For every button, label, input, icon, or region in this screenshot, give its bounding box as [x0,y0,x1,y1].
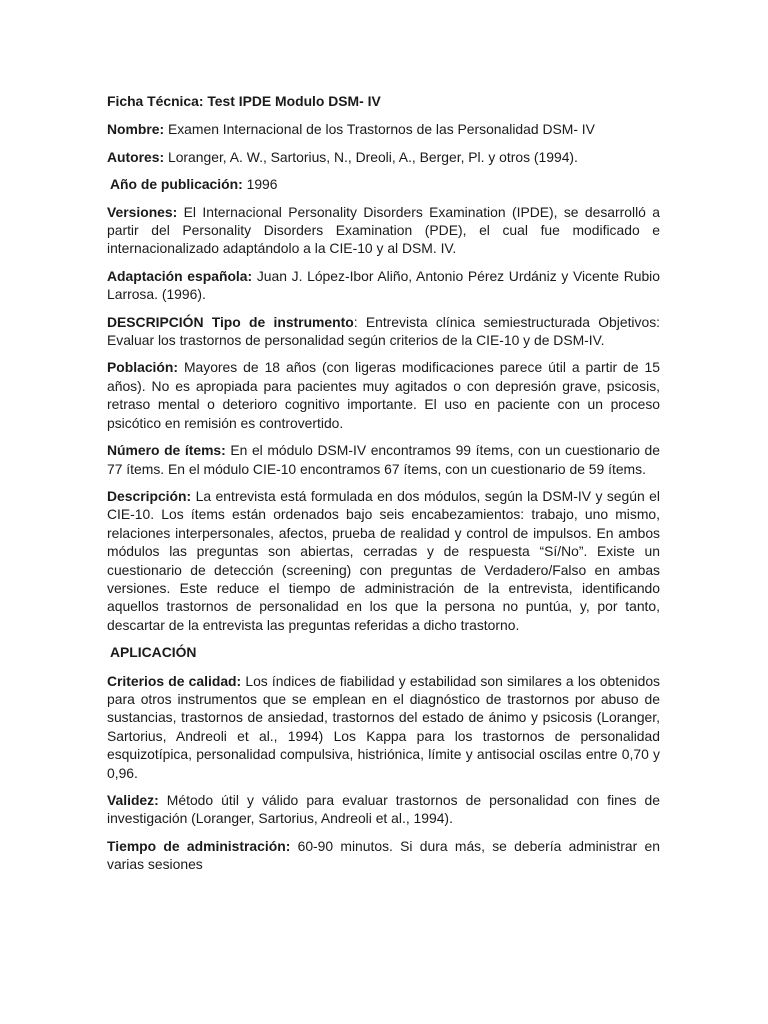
field-criterios [107,672,660,782]
field-adaptacion [107,267,660,304]
value-validez: Método útil y válido para evaluar trastornos de personalidad con fines de investigación (Loranger, Sartorius, Andreoli et al., 1994). [107,792,660,827]
label-poblacion: Población: [107,359,178,376]
field-versiones [107,203,660,258]
value-nombre: Examen Internacional de los Trastornos de las Personalidad DSM- IV [164,121,595,138]
label-autores: Autores: [107,148,165,165]
label-descripcion: Descripción: [107,487,192,504]
field-descripcion-tipo [107,313,660,350]
field-autores [107,148,660,166]
label-adaptacion: Adaptación española: [107,267,253,284]
value-versiones: El Internacional Personality Disorders Examination (IPDE), se desarrolló a partir del Personality Disorders Examination (PDE), el cual fue modificado e internacionalizado adaptándolo a la CIE-10 y al DSM. IV. [107,203,660,257]
value-autores: Loranger, A. W., Sartorius, N., Dreoli, A., Berger, Pl. y otros (1994). [164,148,578,165]
field-validez [107,791,660,828]
section-heading-aplicacion: APLICACIÓN [110,644,197,661]
value-descripcion: La entrevista está formulada en dos módulos, según la DSM-IV y según el CIE-10. Los ítems están ordenados bajo seis encabezamientos: trabajo, uno mismo, relaciones interpersonales, afectos, prueba de realidad y control de impulsos. En ambos módulos las preguntas son abiertas, cerradas y de respuesta “Sí/No”. Existe un cuestionario de detección (screening) con preguntas de Verdadero/Falso en ambas versiones. Este reduce el tiempo de administración de la entrevista, identificando aquellos trastornos de personalidad en los que la persona no puntúa, y, por tanto, descartar de la entrevista las preguntas referidas a dicho trastorno. [107,487,660,633]
value-tiempo: 60-90 minutos. Si dura más, se debería administrar en varias sesiones [107,837,660,873]
value-poblacion: Mayores de 18 años (con ligeras modificaciones parece útil a partir de 15 años). No es apropiada para pacientes muy agitados o con depresión grave, psicosis, retraso mental o deterioro cognitivo importante. El uso en paciente con un proceso psicótico en remisión es controvertido. [107,359,660,431]
document-title: Ficha Técnica: Test IPDE Modulo DSM- IV [107,93,381,109]
value-adaptacion: Juan J. López-Ibor Aliño, Antonio Pérez Urdániz y Vicente Rubio Larrosa. (1996). [107,267,660,303]
field-nombre [107,120,660,138]
label-versiones: Versiones: [107,203,178,220]
value-criterios: Los índices de fiabilidad y estabilidad son similares a los obtenidos para otros instrumentos que se emplean en el diagnóstico de trastornos por abuso de sustancias, trastornos de ansiedad, trastornos del estado de ánimo y psicosis (Loranger, Sartorius, Andreoli et al., 1994) Los Kappa para los trastornos de personalidad esquizotípica, personalidad compulsiva, histriónica, límite y antisocial oscilas entre 0,70 y 0,96. [107,672,660,781]
field-descripcion [107,487,660,634]
value-anio: 1996 [242,176,278,193]
value-descripcion-tipo: : Entrevista clínica semiestructurada Objetivos: Evaluar los trastornos de personalidad según criterios de la CIE-10 y de DSM-IV. [107,313,660,349]
label-criterios: Criterios de calidad: [107,672,242,689]
label-validez: Validez: [107,792,159,808]
field-anio [107,175,660,193]
value-numero-items: En el módulo DSM-IV encontramos 99 ítems, con un cuestionario de 77 ítems. En el módulo CIE-10 encontramos 67 ítems, con un cuestionario de 59 ítems. [107,442,660,477]
field-tiempo [107,837,660,874]
label-numero-items: Número de ítems: [107,442,226,459]
label-nombre: Nombre: [107,121,165,138]
field-numero-items [107,441,660,478]
label-descripcion-tipo: DESCRIPCIÓN Tipo de instrumento [107,313,354,330]
field-poblacion [107,358,660,432]
label-anio: Año de publicación: [110,176,243,193]
label-tiempo: Tiempo de administración: [107,837,291,854]
